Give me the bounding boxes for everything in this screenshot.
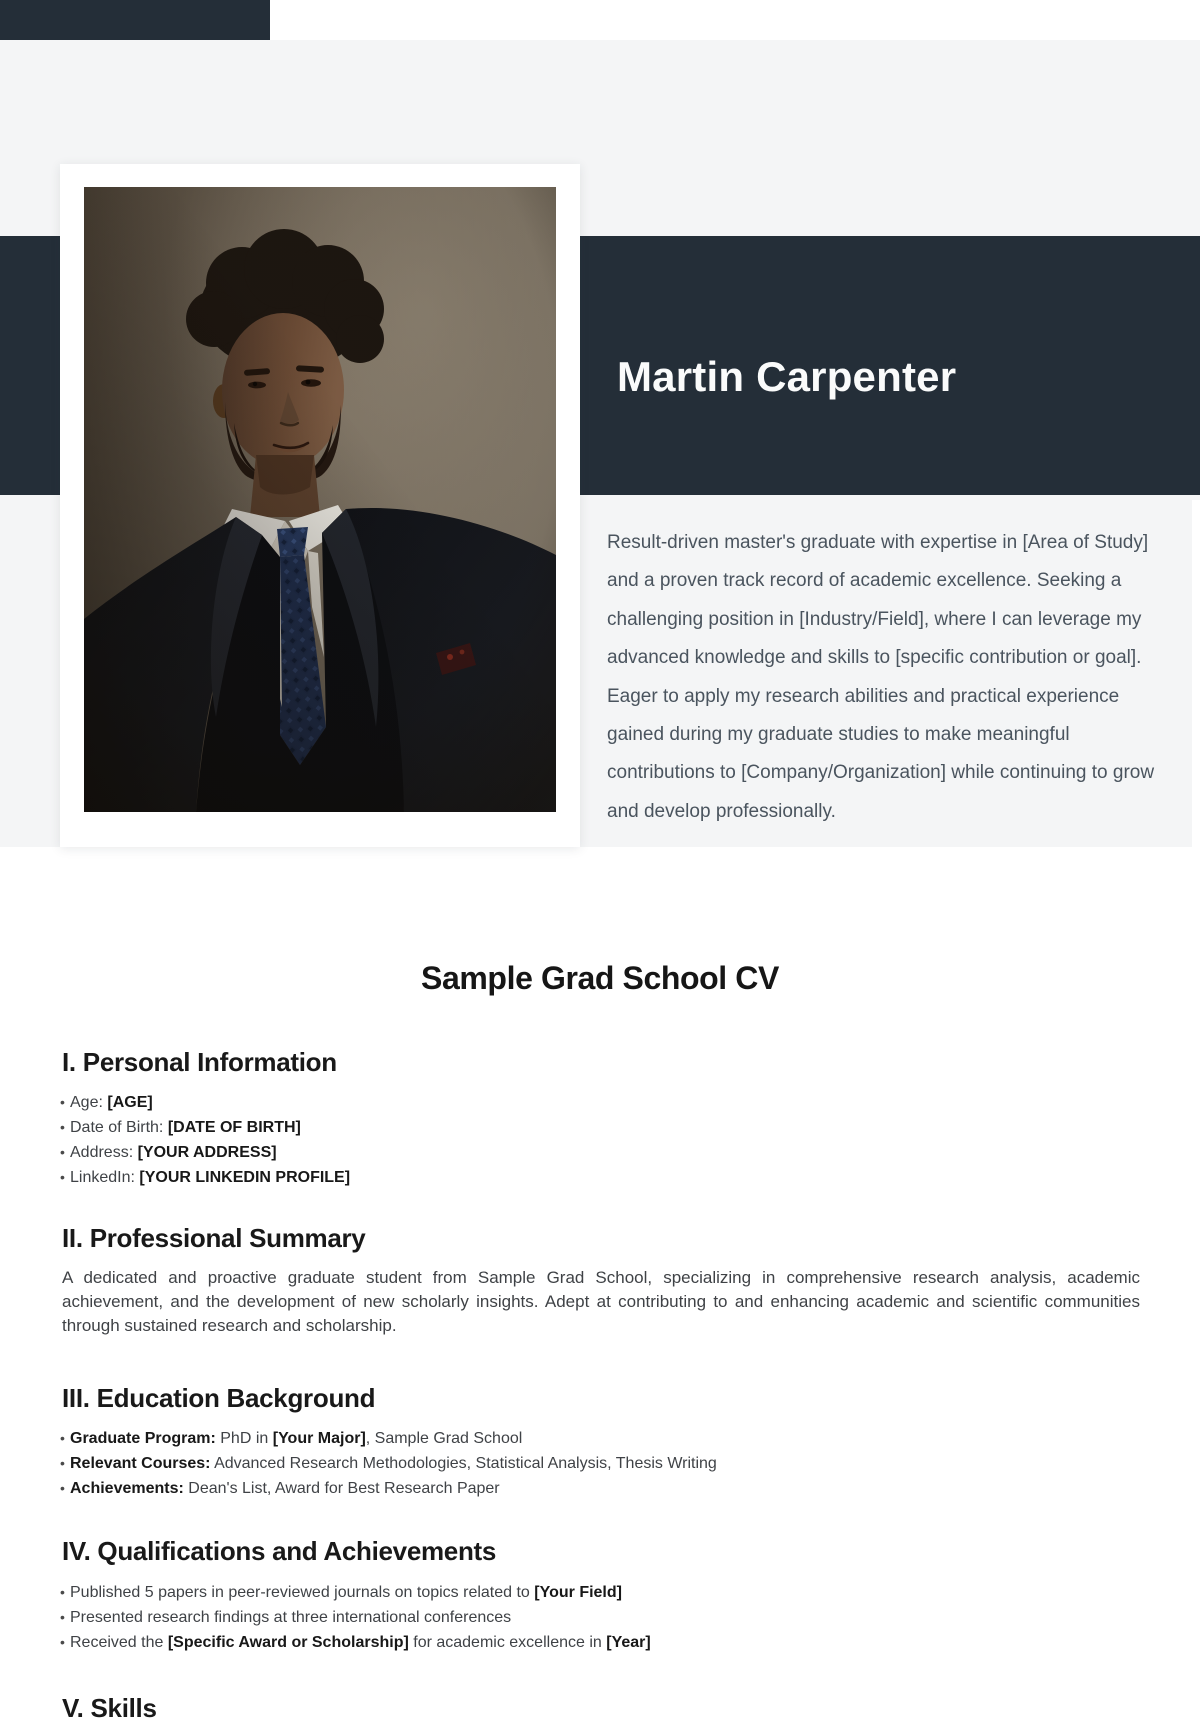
photo-card xyxy=(60,164,580,847)
section-heading-qualifications-achievements: IV. Qualifications and Achievements xyxy=(62,1536,497,1566)
section-heading-education-background: III. Education Background xyxy=(62,1383,376,1413)
bullet-list-personal-information xyxy=(62,1090,1140,1190)
section-heading-personal-information: I. Personal Information xyxy=(62,1047,337,1077)
bullet-dot-icon: • xyxy=(60,1169,65,1185)
professional-summary-paragraph: A dedicated and proactive graduate student from Sample Grad School, specializing in comprehensive research analysis, academic achievement, and the development of new scholarly insights. Adept at contributing to and enhancing academic and scientific communities through sustained research and scholarship. xyxy=(62,1268,1140,1335)
bullet-item: • Relevant Courses: Advanced Research Methodologies, Statistical Analysis, Thesis Writing xyxy=(62,1451,1140,1476)
bullet-dot-icon: • xyxy=(60,1119,65,1135)
cv-title: Sample Grad School CV xyxy=(421,960,779,996)
bullet-dot-icon: • xyxy=(60,1634,65,1650)
section-heading-professional-summary: II. Professional Summary xyxy=(62,1223,366,1253)
bullet-item: • Presented research findings at three international conferences xyxy=(62,1605,1140,1630)
top-left-accent-bar xyxy=(0,0,270,40)
bullet-item: • Received the [Specific Award or Scholarship] for academic excellence in [Year] xyxy=(62,1630,1140,1655)
bullet-item: • Address: [YOUR ADDRESS] xyxy=(62,1140,1140,1165)
right-edge-margin xyxy=(1192,500,1200,847)
bullet-item: • LinkedIn: [YOUR LINKEDIN PROFILE] xyxy=(62,1165,1140,1190)
bullet-dot-icon: • xyxy=(60,1609,65,1625)
bullet-item: • Achievements: Dean's List, Award for Best Research Paper xyxy=(62,1476,1140,1501)
bullet-dot-icon: • xyxy=(60,1144,65,1160)
section-heading-skills-clipped: V. Skills xyxy=(62,1693,157,1723)
hero-summary-paragraph: Result-driven master's graduate with expertise in [Area of Study] and a proven track record of academic excellence. Seeking a challenging position in [Industry/Field], where I can leverage my advanced knowledge and skills to [specific contribution or goal]. Eager to apply my research abilities and practical experience gained during my graduate studies to make meaningful contributions to [Company/Organization] while continuing to grow and develop professionally. xyxy=(607,532,1155,822)
bullet-list-education-background xyxy=(62,1426,1140,1501)
bullet-dot-icon: • xyxy=(60,1094,65,1110)
bullet-dot-icon: • xyxy=(60,1480,65,1496)
bullet-item: • Graduate Program: PhD in [Your Major], Sample Grad School xyxy=(62,1426,1140,1451)
bullet-list-qualifications-achievements xyxy=(62,1580,1140,1655)
bullet-dot-icon: • xyxy=(60,1455,65,1471)
bullet-dot-icon: • xyxy=(60,1584,65,1600)
bullet-dot-icon: • xyxy=(60,1430,65,1446)
bullet-item: • Age: [AGE] xyxy=(62,1090,1140,1115)
hero-name: Martin Carpenter xyxy=(617,353,957,400)
bullet-item: • Published 5 papers in peer-reviewed journals on topics related to [Your Field] xyxy=(62,1580,1140,1605)
portrait-photo xyxy=(84,187,556,812)
bullet-item: • Date of Birth: [DATE OF BIRTH] xyxy=(62,1115,1140,1140)
